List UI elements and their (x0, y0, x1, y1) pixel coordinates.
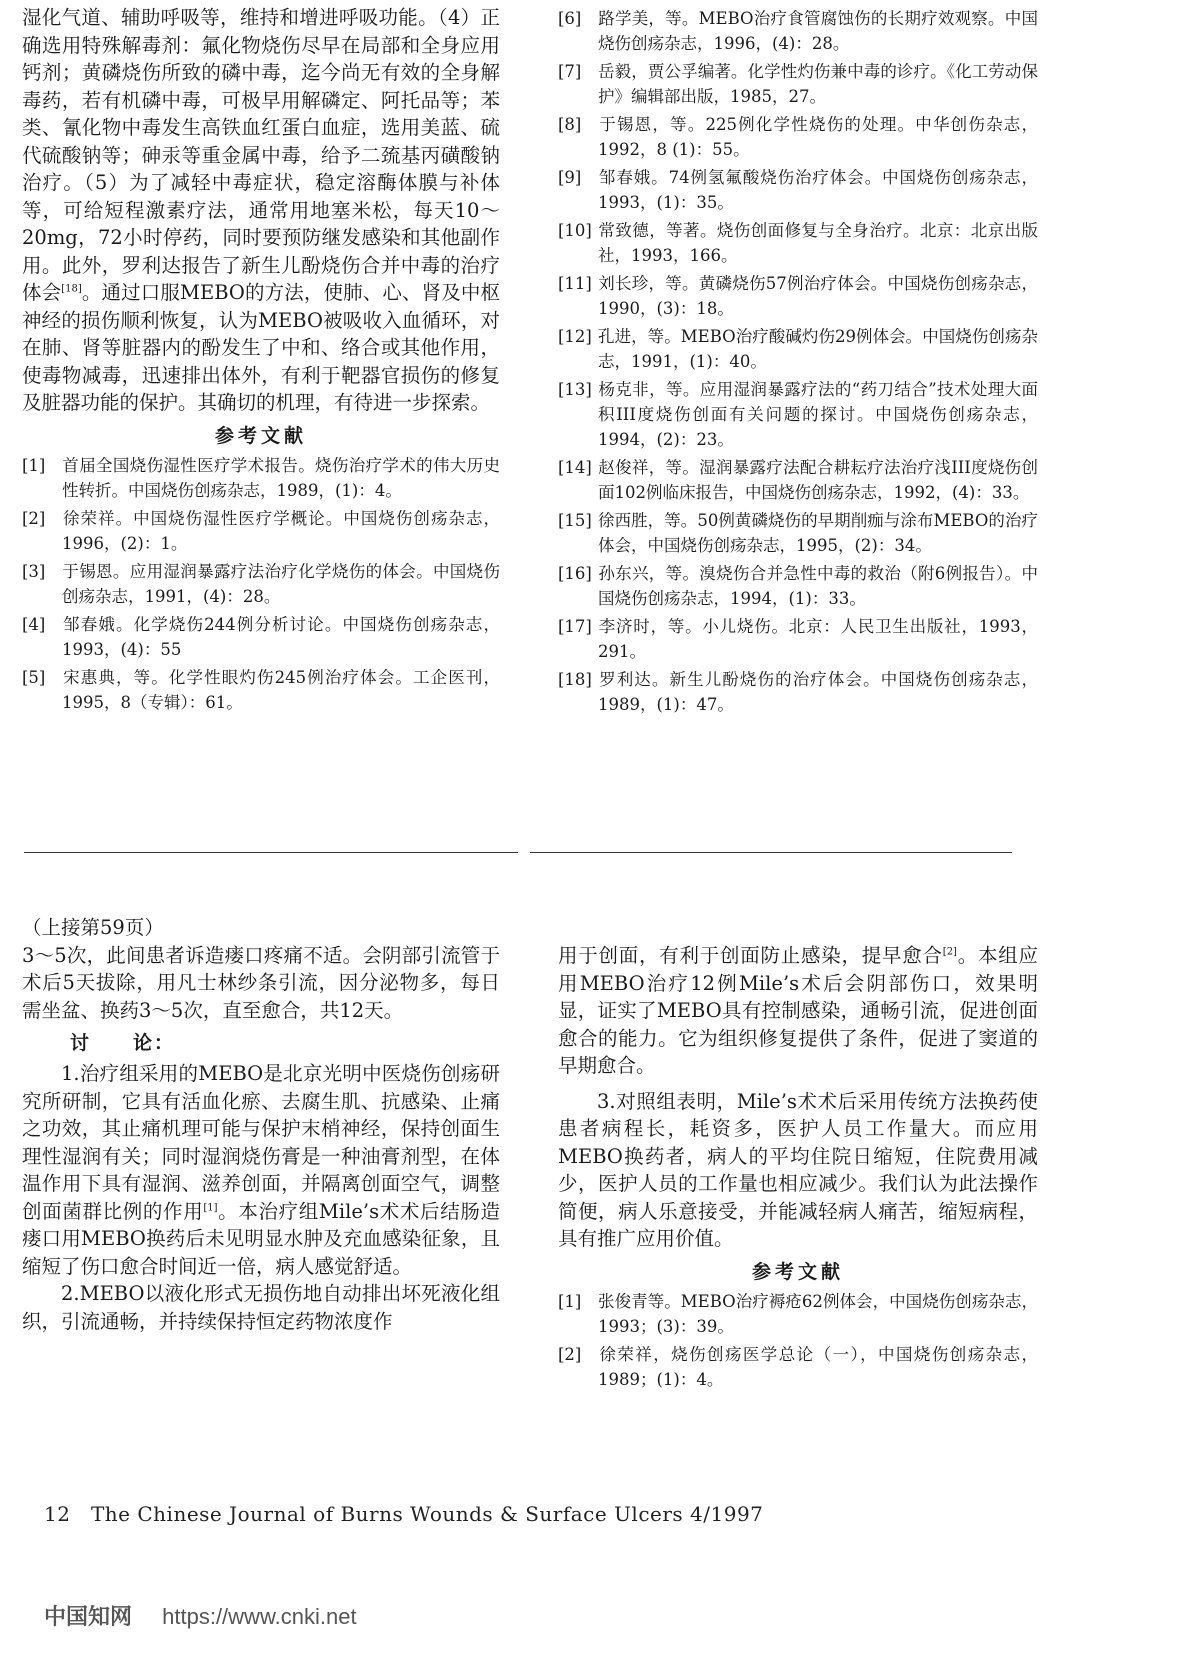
reference-text: 首届全国烧伤湿性医疗学术报告。烧伤治疗学术的伟大历史性转折。中国烧伤创疡杂志，1989，(1)：4。 (62, 455, 500, 500)
body-paragraph: 3～5次，此间患者诉造瘘口疼痛不适。会阴部引流管于术后5天拔除，用凡士林纱条引流，因分泌物多，每日需坐盆、换药3～5次，直至愈合，共12天。 (22, 943, 500, 1022)
reference-text: 邹春娥。化学烧伤244例分析讨论。中国烧伤创疡杂志，1993，(4)：55 (62, 614, 500, 659)
reference-text: 邹春娥。74例氢氟酸烧伤治疗体会。中国烧伤创疡杂志，1993，(1)：35。 (598, 168, 1038, 212)
body-paragraph (22, 4, 500, 417)
reference-number: [12] (558, 327, 592, 346)
reference-item (558, 1289, 1038, 1339)
reference-item (558, 1342, 1038, 1392)
reference-number: [5] (22, 667, 46, 687)
reference-number: [8] (558, 115, 582, 134)
reference-number: [2] (558, 1344, 582, 1364)
body-paragraph (558, 942, 1038, 1080)
reference-item (558, 614, 1038, 664)
paragraph-text: 用于创面，有利于创面防止感染，提早愈合 (558, 944, 943, 967)
reference-item (558, 112, 1038, 162)
reference-item (558, 667, 1038, 717)
watermark-logo-text: 中国知网 (44, 1604, 133, 1629)
citation-mark: [18] (61, 283, 82, 295)
reference-number: [18] (558, 670, 592, 689)
reference-item (558, 324, 1038, 374)
reference-number: [14] (558, 458, 592, 477)
reference-number: [17] (558, 617, 592, 636)
reference-number: [10] (558, 221, 592, 240)
reference-item (558, 6, 1038, 56)
reference-item (22, 559, 500, 609)
references-heading: 参考文献 (214, 424, 307, 447)
reference-item (22, 612, 500, 662)
reference-item (558, 59, 1038, 109)
body-paragraph: 2.MEBO以液化形式无损伤地自动排出坏死液化组织，引流通畅，并持续保持恒定药物浓度作 (22, 1282, 500, 1333)
top-right-column (558, 6, 1038, 720)
section-divider-right (530, 852, 1012, 853)
reference-text: 常致德，等著。烧伤创面修复与全身治疗。北京：北京出版社，1993，166。 (598, 221, 1038, 265)
reference-item (558, 455, 1038, 505)
watermark-url: https://www.cnki.net (162, 1604, 357, 1629)
continued-from-label: （上接第59页） (22, 916, 164, 939)
bottom-left-column (22, 914, 500, 1335)
top-left-column (22, 4, 500, 718)
reference-text: 于锡恩，等。225例化学性烧伤的处理。中华创伤杂志，1992，8 (1)：55。 (598, 115, 1038, 159)
reference-item (558, 271, 1038, 321)
reference-text: 徐荣祥。中国烧伤湿性医疗学概论。中国烧伤创疡杂志，1996，(2)：1。 (62, 508, 500, 553)
reference-number: [13] (558, 380, 592, 399)
reference-item (558, 561, 1038, 611)
paragraph-text: 。本治疗组Mile’s术术后结肠造瘘口用MEBO换药后未见明显水肿及充血感染征象，且缩短了伤口愈合时间近一倍，病人感觉舒适。 (22, 1199, 500, 1278)
cnki-watermark (44, 1600, 357, 1631)
paragraph-text: 湿化气道、辅助呼吸等，维持和增进呼吸功能。（4）正确选用特殊解毒剂：氟化物烧伤尽早在局部和全身应用钙剂；黄磷烧伤所致的磷中毒，迄今尚无有效的全身解毒药，若有机磷中毒，可极早用解磷定、阿托品等；苯类、氰化物中毒发生高铁血红蛋白血症，选用美蓝、硫代硫酸钠等；砷汞等重金属中毒，给予二巯基丙磺酸钠治疗。（5）为了减轻中毒症状，稳定溶酶体膜与补体等，可给短程激素疗法，通常用地塞米松，每天10～20mg，72小时停药，同时要预防继发感染和其他副作用。此外，罗利达报告了新生儿酚烧伤合并中毒的治疗体会 (22, 6, 500, 304)
bottom-right-column (558, 942, 1038, 1395)
reference-text: 孙东兴，等。溴烧伤合并急性中毒的救治（附6例报告）。中国烧伤创疡杂志，1994，(1)：33。 (598, 564, 1038, 608)
reference-text: 徐西胜，等。50例黄磷烧伤的早期削痂与涂布MEBO的治疗体会，中国烧伤创疡杂志，1995，(2)：34。 (598, 511, 1038, 555)
reference-text: 宋惠典，等。化学性眼灼伤245例治疗体会。工企医刊，1995，8（专辑）：61。 (62, 667, 500, 712)
reference-text: 罗利达。新生儿酚烧伤的治疗体会。中国烧伤创疡杂志，1989，(1)：47。 (598, 670, 1038, 714)
reference-item (558, 508, 1038, 558)
paragraph-text: 1.治疗组采用的MEBO是北京光明中医烧伤创疡研究所研制，它具有活血化瘀、去腐生肌、抗感染、止痛之功效，其止痛机理可能与保护末梢神经，保持创面生理性湿润有关；同时湿润烧伤膏是一种油膏剂型，在体温作用下具有湿润、滋养创面，并隔离创面空气，调整创面菌群比例的作用 (22, 1062, 500, 1223)
reference-number: [16] (558, 564, 592, 583)
reference-text: 于锡恩。应用湿润暴露疗法治疗化学烧伤的体会。中国烧伤创疡杂志，1991，(4)：28。 (62, 561, 500, 606)
reference-item (558, 165, 1038, 215)
page-footer: 12 The Chinese Journal of Burns Wounds & Surface Ulcers 4/1997 (44, 1502, 764, 1526)
reference-number: [7] (558, 62, 582, 81)
reference-text: 路学美，等。MEBO治疗食管腐蚀伤的长期疗效观察。中国烧伤创疡杂志，1996，(4)：28。 (598, 9, 1038, 53)
section-divider-left (24, 852, 518, 853)
reference-text: 孔进，等。MEBO治疗酸碱灼伤29例体会。中国烧伤创疡杂志，1991，(1)：40。 (598, 327, 1038, 371)
reference-text: 赵俊祥，等。湿润暴露疗法配合耕耘疗法治疗浅III度烧伤创面102例临床报告，中国烧伤创疡杂志，1992，(4)：33。 (598, 458, 1038, 502)
reference-list (558, 6, 1038, 717)
discussion-heading: 讨 论： (70, 1032, 176, 1054)
reference-item (558, 218, 1038, 268)
body-paragraph: 3.对照组表明，Mile’s术术后采用传统方法换药使患者病程长，耗资多，医护人员工作量大。而应用MEBO换药者，病人的平均住院日缩短，住院费用减少，医护人员的工作量也相应减少。我们认为此法操作简便，病人乐意接受，并能减轻病人痛苦，缩短病程，具有推广应用价值。 (558, 1089, 1038, 1250)
reference-text: 徐荣祥，烧伤创疡医学总论（一），中国烧伤创疡杂志，1989；(1)：4。 (598, 1344, 1038, 1389)
reference-list (22, 453, 500, 715)
reference-item (558, 377, 1038, 452)
reference-item (22, 506, 500, 556)
reference-number: [2] (22, 508, 46, 528)
reference-item (22, 453, 500, 503)
reference-text: 岳毅，贾公孚编著。化学性灼伤兼中毒的诊疗。《化工劳动保护》编辑部出版，1985，27。 (598, 62, 1038, 106)
reference-text: 杨克非，等。应用湿润暴露疗法的“药刀结合”技术处理大面积III度烧伤创面有关问题的探讨。中国烧伤创疡杂志，1994，(2)：23。 (598, 380, 1038, 449)
paragraph-text: 。本组应用MEBO治疗12例Mile’s术后会阴部伤口，效果明显，证实了MEBO具有控制感染，通畅引流，促进创面愈合的能力。它为组织修复提供了条件，促进了窦道的早期愈合。 (558, 944, 1038, 1077)
reference-text: 刘长珍，等。黄磷烧伤57例治疗体会。中国烧伤创疡杂志，1990，(3)：18。 (598, 274, 1038, 318)
citation-mark: [2] (942, 946, 957, 958)
reference-text: 李济时，等。小儿烧伤。北京：人民卫生出版社，1993，291。 (598, 617, 1038, 661)
reference-number: [6] (558, 9, 582, 28)
reference-number: [1] (558, 1291, 582, 1311)
reference-text: 张俊青等。MEBO治疗褥疮62例体会，中国烧伤创疡杂志，1993；(3)：39。 (598, 1291, 1038, 1336)
reference-number: [9] (558, 168, 582, 187)
reference-number: [11] (558, 274, 592, 293)
citation-mark: [1] (203, 1202, 218, 1213)
reference-number: [15] (558, 511, 592, 530)
reference-item (22, 665, 500, 715)
body-paragraph (22, 1060, 500, 1280)
reference-number: [3] (22, 561, 46, 581)
reference-number: [1] (22, 455, 46, 475)
reference-number: [4] (22, 614, 46, 634)
references-heading: 参考文献 (751, 1260, 844, 1283)
paragraph-text: 。通过口服MEBO的方法，使肺、心、肾及中枢神经的损伤顺利恢复，认为MEBO被吸收入血循环，对在肺、肾等脏器内的酚发生了中和、络合或其他作用，使毒物减毒，迅速排出体外，有利于靶器官损伤的修复及脏器功能的保护。其确切的机理，有待进一步探索。 (22, 281, 500, 414)
reference-list (558, 1289, 1038, 1392)
